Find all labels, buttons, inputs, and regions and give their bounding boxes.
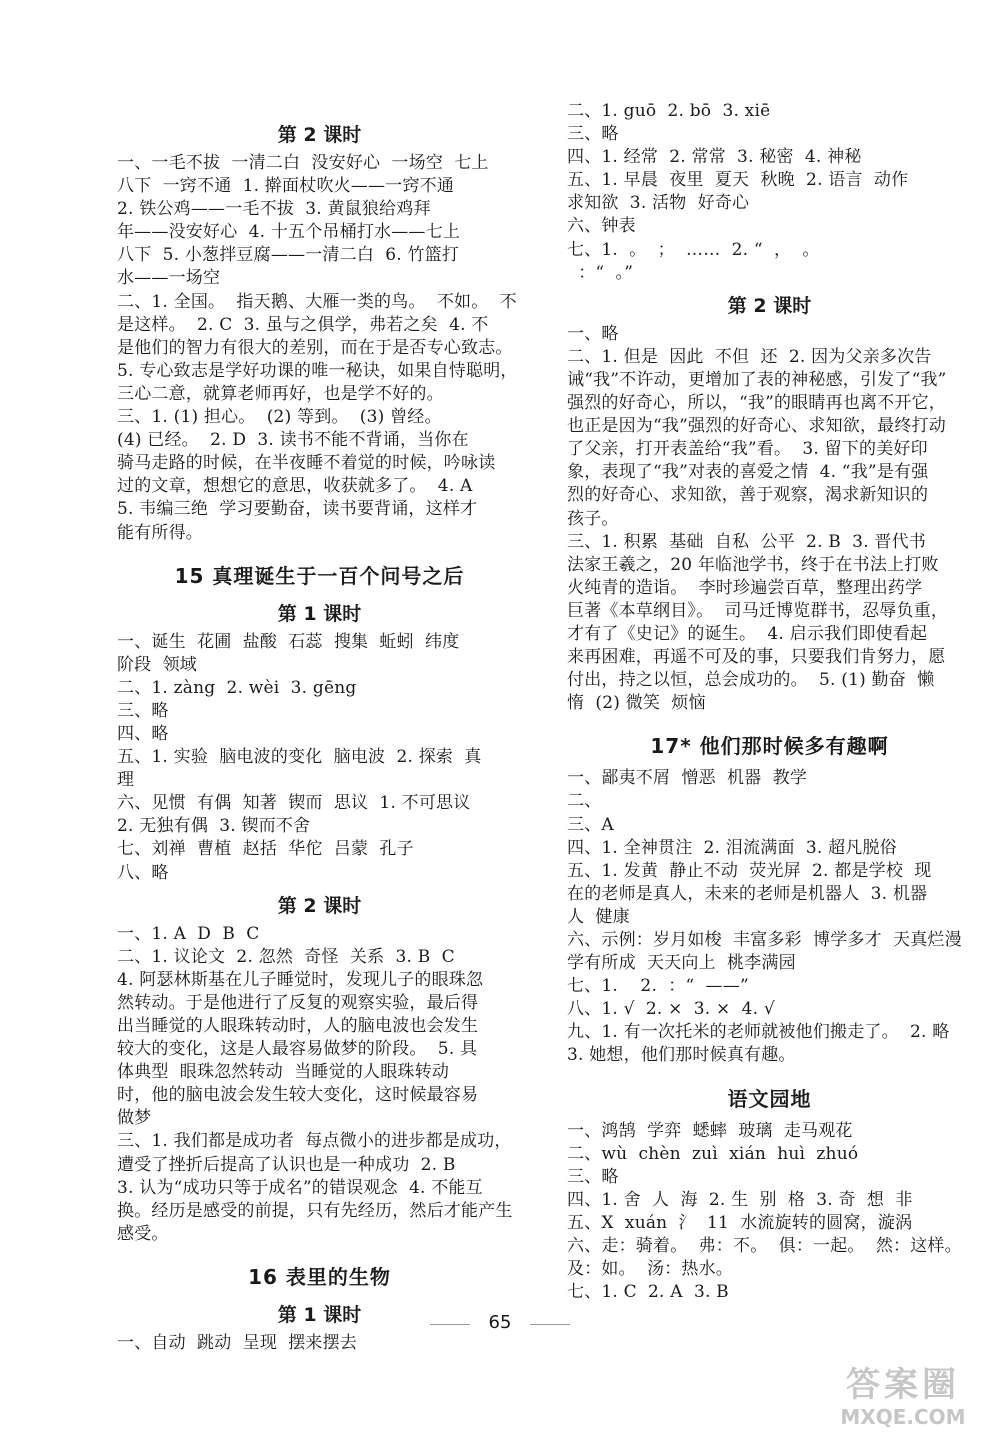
- section-title: 17* 他们那时候多有趣啊: [650, 734, 889, 759]
- answer-line: 三、略: [117, 700, 169, 721]
- answer-line: 三、1. 我们都是成功者 每点微小的进步都是成功，: [117, 1131, 512, 1152]
- page-number: 65: [488, 1312, 512, 1333]
- watermark-url: MXQE.COM: [840, 1405, 966, 1429]
- answer-line: 在的老师是真人，未来的老师是机器人 3. 机器: [567, 883, 928, 904]
- answer-line: (4) 已经。 2. D 3. 读书不能不背诵，当你在: [117, 430, 469, 451]
- answer-line: 二、: [567, 791, 602, 812]
- lesson-heading: 第 1 课时: [277, 602, 362, 625]
- answer-line: 较大的变化，这是人最容易做梦的阶段。 5. 具: [117, 1039, 478, 1060]
- answer-line: 三、1. (1) 担心。 (2) 等到。 (3) 曾经。: [117, 407, 442, 428]
- lesson-heading: 第 2 课时: [277, 124, 362, 146]
- answer-line: 孩子。: [567, 508, 619, 529]
- answer-line: 四、1. 经常 2. 常常 3. 秘密 4. 神秘: [567, 147, 862, 168]
- answer-line: 八下 5. 小葱拌豆腐——一清二白 6. 竹篮打: [117, 245, 460, 266]
- answer-line: 付出，持之以恒，总会成功的。 5. (1) 勤奋 懒: [567, 670, 935, 691]
- answer-line: 是他们的智力有很大的差别，而在于是否专心致志。: [117, 337, 513, 358]
- answer-line: 烈的好奇心、求知欲，善于观察，渴求新知识的: [567, 485, 929, 506]
- answer-line: 一、自动 跳动 呈现 摆来摆去: [117, 1332, 358, 1353]
- answer-line: 六、走：骑着。 弗：不。 俱：一起。 然：这样。: [567, 1236, 962, 1257]
- answer-line: 骑马走路的时候，在半夜睡不着觉的时候，吟咏读: [117, 453, 496, 474]
- answer-line: 一、略: [567, 323, 619, 344]
- section-title: 语文园地: [727, 1086, 812, 1111]
- answer-line: 八下 一窍不通 1. 擀面杖吹火——一窍不通: [117, 176, 455, 197]
- answer-line: 是这样。 2. C 3. 虽与之俱学，弗若之矣 4. 不: [117, 314, 489, 335]
- answer-line: 4. 阿瑟林斯基在儿子睡觉时，发现儿子的眼珠忽: [117, 969, 484, 990]
- answer-line: 体典型 眼珠忽然转动 当睡觉的人眼珠转动: [117, 1062, 450, 1083]
- answer-line: 三、1. 积累 基础 自私 公平 2. B 3. 晋代书: [567, 531, 927, 552]
- answer-line: 及：如。 汤：热水。: [567, 1259, 734, 1280]
- answer-line: 四、1. 舍 人 海 2. 生 别 格 3. 奇 想 非: [567, 1189, 913, 1210]
- answer-line: 诫“我”不许动，更增加了表的神秘感，引发了“我”: [567, 369, 947, 390]
- watermark-text: 答案圈: [846, 1365, 960, 1405]
- answer-line: 也正是因为“我”强烈的好奇心、求知欲，最终打动: [567, 416, 946, 437]
- answer-line: 3. 她想，他们那时候真有趣。: [567, 1045, 796, 1066]
- watermark-logo: [828, 1365, 978, 1435]
- answer-line: 三心二意，就算老师再好，也是学不好的。: [117, 383, 444, 404]
- answer-line: 一、1. A D B C: [117, 923, 260, 944]
- answer-line: 四、略: [117, 723, 169, 744]
- lesson-heading: 第 1 课时: [277, 1303, 362, 1326]
- answer-line: 五、1. 发黄 静止不动 荧光屏 2. 都是学校 现: [567, 860, 932, 881]
- answer-line: 七、1. C 2. A 3. B: [567, 1282, 729, 1303]
- answer-line: 5. 韦编三绝 学习要勤奋，读书要背诵，这样才: [117, 499, 478, 520]
- lesson-heading: 第 2 课时: [277, 894, 362, 917]
- answer-line: 六、见惯 有偶 知著 锲而 思议 1. 不可思议: [117, 793, 471, 814]
- answer-line: 七、1. 。 ； …… 2. “ ， 。: [567, 239, 820, 260]
- answer-line: 阶段 领域: [117, 654, 198, 675]
- answer-line: 三、略: [567, 124, 619, 145]
- answer-line: 人 健康: [567, 906, 630, 927]
- answer-line: 巨著《本草纲目》。 司马迁博览群书，忍辱负重，: [567, 600, 949, 621]
- answer-line: 七、1. 2. ：“ ——”: [567, 976, 749, 997]
- answer-line: 过的文章，想想它的意思，收获就多了。 4. A: [117, 476, 473, 497]
- answer-line: 五、1. 早晨 夜里 夏天 秋晚 2. 语言 动作: [567, 170, 909, 191]
- answer-line: 法家王羲之，20 年临池学书，终于在书法上打败: [567, 554, 939, 575]
- answer-line: 来再困难，再遥不可及的事，只要我们肯努力，愿: [567, 647, 946, 668]
- answer-line: 一、一毛不拔 一清二白 没安好心 一场空 七上: [117, 153, 489, 173]
- answer-line: 2. 铁公鸡——一毛不拔 3. 黄鼠狼给鸡拜: [117, 199, 431, 220]
- answer-line: 做梦: [117, 1108, 152, 1129]
- right-column: [567, 100, 972, 1304]
- answer-line: 七、刘禅 曹植 赵括 华佗 吕蒙 孔子: [117, 839, 414, 860]
- answer-line: 九、1. 有一次托米的老师就被他们搬走了。 2. 略: [567, 1022, 950, 1043]
- answer-line: 二、1. 全国。 指天鹅、大雁一类的鸟。 不如。 不: [117, 291, 517, 312]
- answer-line: 出当睡觉的人眼珠转动时，人的脑电波也会发生: [117, 1016, 479, 1036]
- answer-line: 3. 认为“成功只等于成名”的错误观念 4. 不能互: [117, 1177, 483, 1198]
- answer-line: 四、1. 全神贯注 2. 泪流满面 3. 超凡脱俗: [567, 837, 897, 858]
- answer-line: 三、A: [567, 814, 614, 835]
- answer-line: 象，表现了“我”对表的喜爱之情 4. “我”是有强: [567, 462, 929, 483]
- answer-line: 六、示例：岁月如梭 丰富多彩 博学多才 天真烂漫: [567, 930, 962, 950]
- answer-line: 二、1. guō 2. bō 3. xiē: [567, 101, 771, 121]
- answer-line: 5. 专心致志是学好功课的唯一秘诀，如果自恃聪明，: [117, 360, 518, 381]
- answer-line: 能有所得。: [117, 522, 203, 543]
- answer-line: 三、略: [567, 1166, 619, 1187]
- section-title: 15 真理诞生于一百个问号之后: [174, 563, 465, 588]
- answer-line: 六、钟表: [567, 216, 636, 237]
- answer-line: 理: [117, 770, 135, 791]
- answer-line: 2. 无独有偶 3. 锲而不舍: [117, 816, 311, 837]
- answer-line: 换。经历是感受的前提，只有先经历，然后才能产生: [117, 1200, 513, 1221]
- answer-line: 然转动。于是他进行了反复的观察实验，最后得: [117, 992, 479, 1013]
- answer-line: ：“ 。”: [567, 262, 634, 283]
- left-column: [117, 120, 522, 1355]
- section-title: 16 表里的生物: [248, 1264, 391, 1289]
- answer-line: 八、略: [117, 862, 169, 883]
- answer-line: 一、鄙夷不屑 憎恶 机器 教学: [567, 768, 808, 789]
- answer-line: 五、X xuán 氵 11 水流旋转的圆窝，漩涡: [567, 1212, 913, 1233]
- lesson-heading: 第 2 课时: [727, 294, 812, 317]
- answer-line: 遭受了挫折后提高了认识也是一种成功 2. B: [117, 1154, 456, 1175]
- answer-line: 二、1. zàng 2. wèi 3. gēng: [117, 677, 357, 698]
- answer-line: 八、1. √ 2. × 3. × 4. √: [567, 999, 775, 1020]
- answer-line: 一、鸿鹄 学弈 蟋蟀 玻璃 走马观花: [567, 1120, 853, 1141]
- answer-line: 二、1. 但是 因此 不但 还 2. 因为父亲多次告: [567, 346, 932, 367]
- answer-line: 求知欲 3. 活物 好奇心: [567, 193, 750, 214]
- answer-line: 二、1. 议论文 2. 忽然 奇怪 关系 3. B C: [117, 946, 455, 967]
- answer-line: 强烈的好奇心，所以，“我”的眼睛再也离不开它，: [567, 393, 946, 414]
- answer-line: 惰 (2) 微笑 烦恼: [567, 693, 706, 714]
- answer-line: 了父亲，打开表盖给“我”看。 3. 留下的美好印: [567, 439, 928, 460]
- answer-line: 时，他的脑电波会发生较大变化，这时候最容易: [117, 1085, 479, 1106]
- answer-line: 感受。: [117, 1223, 169, 1244]
- answer-line: 才有了《史记》的诞生。 4. 启示我们即使看起: [567, 623, 928, 644]
- answer-line: 水——一场空: [117, 268, 221, 289]
- answer-line: 年——没安好心 4. 十五个吊桶打水——七上: [117, 222, 461, 243]
- answer-line: 五、1. 实验 脑电波的变化 脑电波 2. 探索 真: [117, 747, 482, 768]
- page-number-rule-right: [530, 1324, 570, 1325]
- answer-line: 火纯青的造诣。 李时珍遍尝百草，整理出药学: [567, 577, 923, 598]
- answer-line: 一、诞生 花圃 盐酸 石蕊 搜集 蚯蚓 纬度: [117, 631, 460, 652]
- answer-line: 学有所成 天天向上 桃李满园: [567, 953, 796, 974]
- answer-line: 二、wù chèn zuì xián huì zhuó: [567, 1143, 859, 1164]
